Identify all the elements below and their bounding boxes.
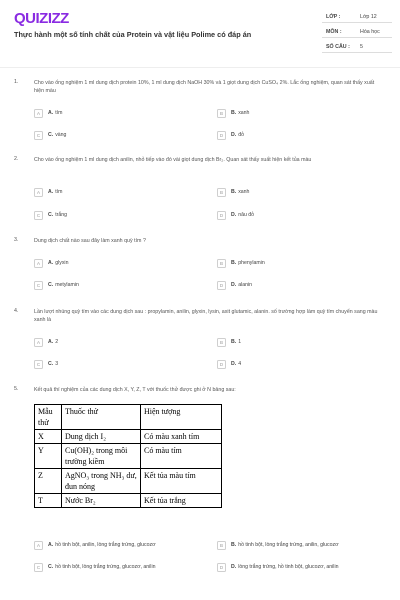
meta-count — [322, 44, 392, 54]
option-b[interactable] — [217, 188, 249, 196]
option-c[interactable] — [34, 281, 79, 289]
question-5 — [14, 386, 386, 576]
option-text: 1 — [238, 339, 242, 345]
option-text: hồ tinh bột, lòng trắng trứng, anilin, glucozơ — [238, 542, 339, 548]
table-cell: X — [35, 430, 62, 444]
table-cell: Có màu tím — [141, 444, 222, 469]
option-text: alanin — [238, 282, 253, 288]
option-b[interactable] — [217, 109, 249, 117]
option-badge: C — [34, 211, 43, 220]
option-badge: C — [34, 360, 43, 369]
question-number: 1. — [14, 79, 19, 85]
divider — [322, 22, 392, 23]
option-d[interactable] — [217, 281, 252, 289]
option-text: glyxin — [55, 260, 69, 266]
table-cell: Nước Br₂ — [62, 494, 141, 508]
option-text: đỏ — [238, 132, 244, 138]
table-cell: T — [35, 494, 62, 508]
option-letter: C. — [48, 132, 54, 138]
option-letter: C. — [48, 564, 54, 570]
option-a[interactable] — [34, 338, 58, 346]
table-cell: Z — [35, 469, 62, 494]
divider — [322, 52, 392, 53]
result-table — [34, 404, 222, 508]
option-c[interactable] — [34, 131, 66, 139]
question-1 — [14, 79, 386, 139]
option-d[interactable] — [217, 211, 254, 219]
table-cell: Dung dịch I₂ — [62, 430, 141, 444]
brand-logo: QUIZIZZ — [14, 10, 69, 27]
option-badge: D — [217, 563, 226, 572]
option-letter: B. — [231, 189, 237, 195]
option-badge: C — [34, 563, 43, 572]
option-badge: B — [217, 109, 226, 118]
option-a[interactable] — [34, 188, 62, 196]
option-letter: C. — [48, 212, 54, 218]
meta-subject — [322, 29, 392, 39]
option-badge: A — [34, 259, 43, 268]
option-text: 4 — [238, 361, 242, 367]
option-a[interactable] — [34, 259, 68, 267]
option-badge: A — [34, 338, 43, 347]
question-text: Kết quả thí nghiệm của các dung dịch X, Y, Z, T với thuốc thử được ghi ở N bảng sau: — [34, 387, 236, 393]
table-header-cell: Thuốc thử — [62, 405, 141, 430]
option-badge: D — [217, 281, 226, 290]
table-cell: AgNO₃ trong NH₃ dư, đun nóng — [62, 469, 141, 494]
table-row — [35, 494, 222, 508]
option-letter: C. — [48, 282, 54, 288]
option-letter: A. — [48, 260, 54, 266]
option-c[interactable] — [34, 563, 156, 571]
option-text: 2 — [55, 339, 59, 345]
option-c[interactable] — [34, 360, 58, 368]
option-text: lòng trắng trứng, hồ tinh bột, glucozơ, anilin — [238, 564, 339, 570]
table-cell: Kết tủa trắng — [141, 494, 222, 508]
question-2 — [14, 156, 386, 218]
option-badge: C — [34, 281, 43, 290]
option-letter: A. — [48, 542, 54, 548]
option-letter: D. — [231, 212, 237, 218]
meta-label: MÔN : — [326, 29, 342, 35]
option-b[interactable] — [217, 338, 241, 346]
option-letter: C. — [48, 361, 54, 367]
option-letter: D. — [231, 132, 237, 138]
option-text: nâu đỏ — [238, 212, 255, 218]
option-letter: A. — [48, 189, 54, 195]
question-4 — [14, 308, 386, 370]
meta-class — [322, 14, 392, 24]
question-text: Dung dịch chất nào sau đây làm xanh quỳ tím ? — [34, 238, 146, 244]
option-badge: D — [217, 131, 226, 140]
option-text: xanh — [238, 189, 250, 195]
option-badge: B — [217, 541, 226, 550]
option-badge: D — [217, 360, 226, 369]
option-text: tím — [55, 189, 63, 195]
table-cell: Có màu xanh tím — [141, 430, 222, 444]
option-text: hồ tinh bột, lòng trắng trứng, glucozơ, anilin — [55, 564, 156, 570]
table-cell: Kết tủa màu tím — [141, 469, 222, 494]
option-text: tím — [55, 110, 63, 116]
meta-value: 5 — [360, 44, 363, 50]
option-letter: D. — [231, 282, 237, 288]
divider — [322, 37, 392, 38]
option-badge: A — [34, 541, 43, 550]
option-d[interactable] — [217, 131, 244, 139]
option-letter: B. — [231, 542, 237, 548]
table-row — [35, 430, 222, 444]
option-letter: B. — [231, 339, 237, 345]
header — [0, 0, 400, 70]
option-text: metylamin — [55, 282, 79, 288]
option-letter: D. — [231, 361, 237, 367]
option-b[interactable] — [217, 259, 265, 267]
question-number: 2. — [14, 156, 19, 162]
option-d[interactable] — [217, 360, 241, 368]
option-badge: B — [217, 338, 226, 347]
option-badge: A — [34, 188, 43, 197]
page-title: Thực hành một số tính chất của Protein và vật liệu Polime có đáp án — [14, 30, 252, 39]
option-badge: A — [34, 109, 43, 118]
table-row — [35, 444, 222, 469]
question-number: 5. — [14, 386, 19, 392]
option-letter: A. — [48, 339, 54, 345]
meta-label: LỚP : — [326, 14, 341, 20]
option-c[interactable] — [34, 211, 67, 219]
question-text: Lần lượt nhúng quỳ tím vào các dung dịch sau : propylamin, anilin, glyxin, lysin, axit glutamic, alanin. số trường hợp làm quỳ tím chuyển sang màu xanh là — [34, 309, 378, 323]
option-text: vàng — [55, 132, 67, 138]
option-a[interactable] — [34, 109, 62, 117]
option-text: hồ tinh bột, anilin, lòng trắng trứng, glucozơ — [55, 542, 156, 548]
question-text: Cho vào ống nghiệm 1 ml dung dịch protein 10%, 1 ml dung dịch NaOH 30% và 1 giọt dung dịch CuSO₄ 2%. Lắc ống nghiệm, quan sát thấy xuất hiện màu — [34, 80, 375, 94]
option-badge: B — [217, 188, 226, 197]
question-number: 4. — [14, 308, 19, 314]
question-text: Cho vào ống nghiệm 1 ml dung dịch anilin, nhỏ tiếp vào đó vài giọt dung dịch Br₂. Quan sát thấy xuất hiện kết tủa màu — [34, 157, 312, 163]
question-3 — [14, 237, 386, 289]
option-d[interactable] — [217, 563, 339, 571]
option-text: 3 — [55, 361, 59, 367]
table-row — [35, 469, 222, 494]
option-text: xanh — [238, 110, 250, 116]
table-header-row — [35, 405, 222, 430]
option-letter: A. — [48, 110, 54, 116]
option-a[interactable] — [34, 541, 156, 549]
option-badge: B — [217, 259, 226, 268]
header-divider — [0, 67, 400, 68]
option-letter: D. — [231, 564, 237, 570]
table-header-cell: Hiện tượng — [141, 405, 222, 430]
meta-value: Hóa học — [360, 29, 380, 35]
meta-value: Lớp 12 — [360, 14, 377, 20]
meta-label: SỐ CÂU : — [326, 44, 350, 50]
option-badge: C — [34, 131, 43, 140]
table-cell: Cu(OH)₂ trong môi trường kiềm — [62, 444, 141, 469]
question-number: 3. — [14, 237, 19, 243]
option-b[interactable] — [217, 541, 339, 549]
table-cell: Y — [35, 444, 62, 469]
option-letter: B. — [231, 110, 237, 116]
option-badge: D — [217, 211, 226, 220]
option-letter: B. — [231, 260, 237, 266]
option-text: trắng — [55, 212, 68, 218]
table-header-cell: Mẫu thử — [35, 405, 62, 430]
option-text: phenylamin — [238, 260, 265, 266]
